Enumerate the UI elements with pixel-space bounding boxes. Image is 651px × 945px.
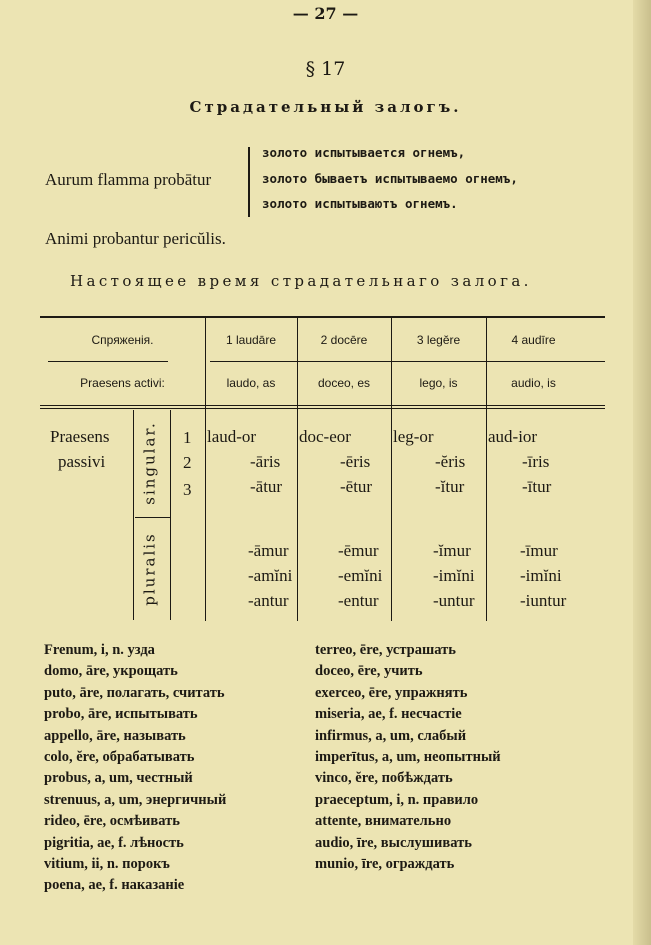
col-rule [205,318,206,621]
passive-label: Praesens [50,427,110,446]
number-col-rule [133,410,134,620]
number-divider [135,517,170,518]
vocabulary-entry: rideo, ēre, осмѣивать [44,813,180,830]
singular-form: doc-eor [299,427,351,446]
section-title: Страдательный залогъ. [189,98,462,116]
header-rule [48,361,168,362]
active-1: laudo, as [226,376,276,390]
singular-form: -ĕris [435,452,466,471]
singular-form: -āris [250,452,281,471]
active-4: audio, is [511,376,556,390]
singular-form: -īris [522,452,550,471]
conj-4: 4 audīre [511,333,556,347]
plural-form: -īmur [520,541,558,560]
plural-label: pluralis [140,532,159,606]
vocabulary-entry: Frenum, i, n. узда [44,642,155,658]
example-latin: Aurum flamma probātur [45,170,212,189]
singular-form: leg-or [393,427,434,446]
plural-form: -imĭni [520,566,562,585]
plural-form: -amĭni [248,566,293,585]
vocabulary-entry: strenuus, a, um, энергичный [44,791,227,808]
vocabulary-right [315,640,501,875]
vocabulary-entry: appello, āre, называть [44,727,186,744]
passive-label: passivi [58,452,106,471]
singular-form: aud-ior [488,427,538,446]
vocabulary-left [44,640,226,897]
plural-form: -emĭni [338,566,383,585]
page-number: — 27 — [292,4,359,23]
table-top-rule [40,316,605,318]
vocabulary-entry: attente, внимательно [315,813,452,830]
vocabulary-entry: vitium, ii, n. порокъ [44,856,170,873]
person-1: 1 [183,428,192,447]
col-rule [391,318,392,621]
singular-form: -ēris [340,452,371,471]
vocabulary-entry: munio, īre, ограждать [315,856,455,873]
active-3: lego, is [419,376,458,390]
vocabulary-entry: probus, a, um, честный [44,770,193,787]
vocabulary-entry: audio, īre, выслушивать [315,834,472,851]
conj-3: 3 legĕre [416,333,461,347]
vocabulary-entry: infirmus, a, um, слабый [315,727,467,744]
plural-form: -iuntur [520,591,567,610]
plural-form: -antur [248,591,289,610]
vocabulary-entry: praeceptum, i, n. правило [315,791,479,808]
plural-form: -untur [433,591,475,610]
header-rule [210,361,605,362]
singular-label: singular. [140,421,159,505]
vocabulary-entry: colo, ĕre, обрабатывать [44,749,195,766]
vocabulary-entry: imperītus, a, um, неопытный [315,749,501,766]
singular-form: laud-or [207,427,257,446]
singular-form: -ītur [522,477,552,496]
translation-1: золото испытывается огнемъ, [262,145,466,160]
plural-form: -āmur [248,541,289,560]
person-3: 3 [183,480,192,499]
conj-2: 2 docēre [320,333,368,347]
singular-form: -ātur [250,477,283,496]
plural-form: -ēmur [338,541,379,560]
table-title: Настоящее время страдательнаго залога. [70,272,532,290]
plural-form: -entur [338,591,379,610]
singular-form: -ĭtur [435,477,465,496]
person-col-rule [170,410,171,620]
vocabulary-entry: miseria, ae, f. несчастіе [315,706,462,723]
vocabulary-entry: vinco, ĕre, побѣждать [315,770,453,787]
plural-form: -imĭni [433,566,475,585]
page-edge-shadow [633,0,651,945]
double-rule [40,408,605,409]
vocabulary-entry: probo, āre, испытывать [44,706,198,723]
header-label: Спряженія. [91,333,154,347]
vocabulary-entry: domo, āre, укрощать [44,663,178,680]
vocabulary-entry: terreo, ēre, устрашать [315,642,456,658]
brace [248,147,250,217]
example-2: Animi probantur pericŭlis. [45,229,226,248]
vocabulary-entry: poena, ae, f. наказаніе [44,877,185,894]
active-label: Praesens activi: [80,376,165,390]
vocabulary-entry: exerceo, ēre, упражнять [315,684,468,701]
translation-2: золото бываетъ испытываемо огнемъ, [262,171,518,186]
conj-1: 1 laudāre [225,333,277,347]
plural-form: -ĭmur [433,541,471,560]
active-2: doceo, es [317,376,371,390]
col-rule [297,318,298,621]
translation-3: золото испытываютъ огнемъ. [262,196,458,211]
vocabulary-entry: puto, āre, полагать, считать [44,684,225,701]
col-rule [486,318,487,621]
section-number: § 17 [305,58,346,80]
vocabulary-entry: doceo, ēre, учить [315,663,423,680]
singular-form: -ētur [340,477,373,496]
vocabulary-entry: pigritia, ae, f. лѣность [44,834,184,851]
person-2: 2 [183,453,192,472]
double-rule [40,405,605,406]
